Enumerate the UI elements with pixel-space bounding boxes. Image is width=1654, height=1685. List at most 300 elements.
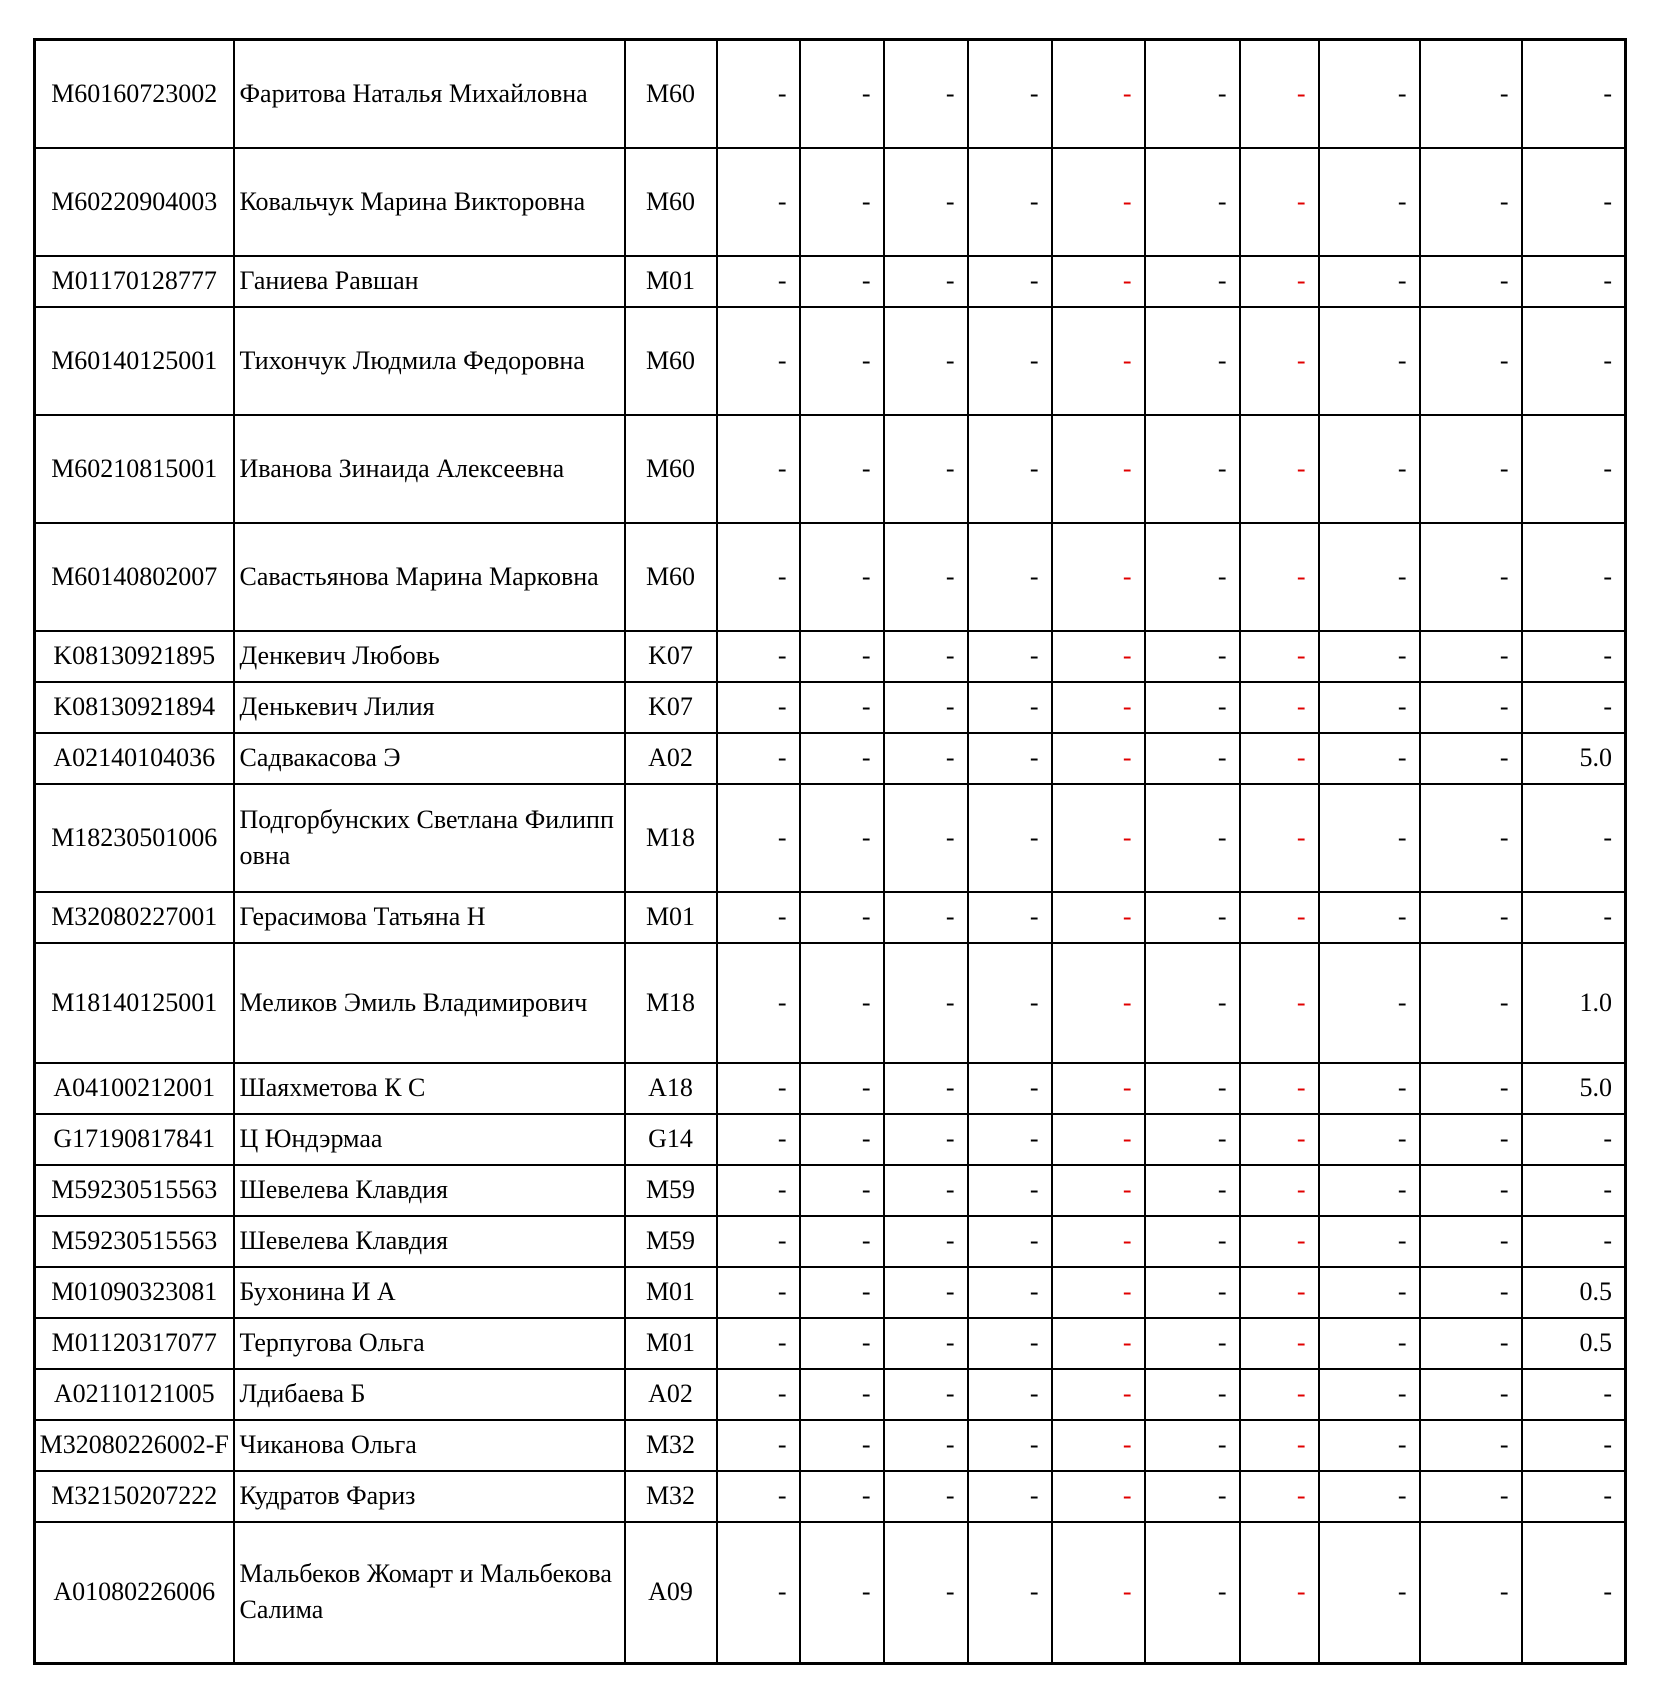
value-cell: - <box>1420 1420 1522 1471</box>
row-code: M60140802007 <box>35 523 234 631</box>
value-cell: - <box>1522 1471 1626 1522</box>
row-name: Герасимова Татьяна Н <box>234 892 625 943</box>
table-body <box>35 40 1626 1664</box>
value-cell: - <box>1145 892 1240 943</box>
value-cell: - <box>1319 523 1420 631</box>
row-code: M59230515563 <box>35 1165 234 1216</box>
value-cell: - <box>884 1318 968 1369</box>
value-cell: - <box>1420 1369 1522 1420</box>
value-cell: - <box>968 307 1052 415</box>
value-cell: - <box>1145 784 1240 892</box>
value-cell: - <box>800 1318 884 1369</box>
row-name: Шевелева Клавдия <box>234 1216 625 1267</box>
value-cell: - <box>1240 256 1319 307</box>
value-cell: - <box>968 1420 1052 1471</box>
value-cell: - <box>1420 943 1522 1063</box>
value-cell: - <box>800 892 884 943</box>
value-cell: - <box>1522 682 1626 733</box>
value-cell: - <box>1319 733 1420 784</box>
value-cell: - <box>717 1420 800 1471</box>
value-cell: - <box>968 523 1052 631</box>
row-code: M01120317077 <box>35 1318 234 1369</box>
value-cell: - <box>1420 784 1522 892</box>
row-code: M32150207222 <box>35 1471 234 1522</box>
value-cell: 5.0 <box>1522 733 1626 784</box>
row-code: M32080226002-F <box>35 1420 234 1471</box>
value-cell: - <box>717 1522 800 1664</box>
value-cell: - <box>1420 307 1522 415</box>
value-cell: - <box>1319 1114 1420 1165</box>
row-name: Кудратов Фариз <box>234 1471 625 1522</box>
value-cell: - <box>1522 1369 1626 1420</box>
table-row <box>35 892 1626 943</box>
value-cell: - <box>800 784 884 892</box>
value-cell: - <box>968 40 1052 148</box>
row-name: Ганиева Равшан <box>234 256 625 307</box>
value-cell: - <box>1240 1267 1319 1318</box>
value-cell: - <box>1145 682 1240 733</box>
table-row <box>35 631 1626 682</box>
value-cell: - <box>1319 415 1420 523</box>
value-cell: - <box>1145 1165 1240 1216</box>
value-cell: - <box>717 1471 800 1522</box>
value-cell: - <box>884 733 968 784</box>
row-name: Садвакасова Э <box>234 733 625 784</box>
value-cell: - <box>1420 1165 1522 1216</box>
value-cell: - <box>1240 784 1319 892</box>
table-row <box>35 415 1626 523</box>
table-row <box>35 1471 1626 1522</box>
value-cell: - <box>717 631 800 682</box>
value-cell: - <box>1145 1267 1240 1318</box>
value-cell: - <box>1319 1165 1420 1216</box>
value-cell: - <box>800 148 884 256</box>
value-cell: - <box>1145 148 1240 256</box>
table-row <box>35 40 1626 148</box>
value-cell: - <box>1420 148 1522 256</box>
table-row <box>35 943 1626 1063</box>
value-cell: - <box>1052 1471 1145 1522</box>
value-cell: - <box>884 148 968 256</box>
value-cell: - <box>1420 682 1522 733</box>
value-cell: - <box>1145 1420 1240 1471</box>
value-cell: - <box>1522 1522 1626 1664</box>
value-cell: - <box>800 1216 884 1267</box>
row-group: M60 <box>625 307 717 415</box>
value-cell: - <box>800 1165 884 1216</box>
value-cell: - <box>717 943 800 1063</box>
value-cell: - <box>1240 415 1319 523</box>
table-row <box>35 523 1626 631</box>
value-cell: - <box>1319 631 1420 682</box>
value-cell: - <box>1052 415 1145 523</box>
value-cell: - <box>800 523 884 631</box>
row-code: A02140104036 <box>35 733 234 784</box>
value-cell: - <box>717 733 800 784</box>
value-cell: - <box>1522 40 1626 148</box>
table-row <box>35 1522 1626 1664</box>
row-name: Мальбеков Жомарт и Мальбекова Салима <box>234 1522 625 1664</box>
table-row <box>35 1369 1626 1420</box>
value-cell: - <box>800 307 884 415</box>
value-cell: - <box>1240 1420 1319 1471</box>
table-row <box>35 1267 1626 1318</box>
table-row <box>35 733 1626 784</box>
value-cell: - <box>1052 1420 1145 1471</box>
value-cell: - <box>968 1369 1052 1420</box>
value-cell: - <box>968 1471 1052 1522</box>
value-cell: - <box>1522 784 1626 892</box>
value-cell: - <box>1240 943 1319 1063</box>
value-cell: - <box>1420 733 1522 784</box>
table-row <box>35 307 1626 415</box>
row-group: M01 <box>625 1267 717 1318</box>
value-cell: - <box>1240 1318 1319 1369</box>
table-row <box>35 784 1626 892</box>
value-cell: - <box>884 631 968 682</box>
value-cell: - <box>800 943 884 1063</box>
value-cell: - <box>884 1369 968 1420</box>
value-cell: - <box>1145 1114 1240 1165</box>
table-row <box>35 1318 1626 1369</box>
value-cell: - <box>968 631 1052 682</box>
value-cell: - <box>1522 256 1626 307</box>
row-group: M59 <box>625 1216 717 1267</box>
value-cell: - <box>1240 148 1319 256</box>
value-cell: - <box>800 1522 884 1664</box>
row-group: M18 <box>625 784 717 892</box>
row-name: Денькевич Лилия <box>234 682 625 733</box>
value-cell: - <box>800 733 884 784</box>
row-group: M18 <box>625 943 717 1063</box>
row-group: M60 <box>625 148 717 256</box>
row-name: Меликов Эмиль Владимирович <box>234 943 625 1063</box>
value-cell: 1.0 <box>1522 943 1626 1063</box>
value-cell: - <box>717 523 800 631</box>
value-cell: - <box>968 943 1052 1063</box>
value-cell: - <box>1052 784 1145 892</box>
value-cell: - <box>800 1063 884 1114</box>
value-cell: - <box>1052 1522 1145 1664</box>
value-cell: - <box>717 1267 800 1318</box>
value-cell: - <box>968 892 1052 943</box>
value-cell: - <box>884 784 968 892</box>
value-cell: - <box>1319 1318 1420 1369</box>
row-group: M32 <box>625 1420 717 1471</box>
value-cell: - <box>968 682 1052 733</box>
value-cell: - <box>1420 415 1522 523</box>
value-cell: - <box>1052 1267 1145 1318</box>
value-cell: - <box>1145 943 1240 1063</box>
row-code: M01090323081 <box>35 1267 234 1318</box>
row-name: Чиканова Ольга <box>234 1420 625 1471</box>
value-cell: - <box>1240 40 1319 148</box>
table-row <box>35 1114 1626 1165</box>
row-group: M60 <box>625 415 717 523</box>
value-cell: - <box>800 1420 884 1471</box>
value-cell: - <box>1319 682 1420 733</box>
value-cell: - <box>1052 1063 1145 1114</box>
value-cell: - <box>1052 1216 1145 1267</box>
value-cell: - <box>717 40 800 148</box>
value-cell: - <box>884 415 968 523</box>
row-group: M01 <box>625 256 717 307</box>
value-cell: - <box>1145 1216 1240 1267</box>
value-cell: - <box>968 415 1052 523</box>
row-group: M32 <box>625 1471 717 1522</box>
value-cell: - <box>1420 631 1522 682</box>
value-cell: - <box>1240 1369 1319 1420</box>
value-cell: - <box>717 1114 800 1165</box>
row-name: Терпугова Ольга <box>234 1318 625 1369</box>
value-cell: - <box>1420 1471 1522 1522</box>
value-cell: - <box>1240 1522 1319 1664</box>
row-group: A18 <box>625 1063 717 1114</box>
value-cell: - <box>800 1114 884 1165</box>
value-cell: - <box>1319 943 1420 1063</box>
value-cell: - <box>1420 1063 1522 1114</box>
value-cell: - <box>1420 1522 1522 1664</box>
value-cell: - <box>884 1267 968 1318</box>
value-cell: 0.5 <box>1522 1267 1626 1318</box>
row-name: Ц Юндэрмаа <box>234 1114 625 1165</box>
value-cell: - <box>1319 784 1420 892</box>
value-cell: - <box>800 1369 884 1420</box>
value-cell: - <box>1052 1114 1145 1165</box>
value-cell: - <box>1052 256 1145 307</box>
row-name: Денкевич Любовь <box>234 631 625 682</box>
value-cell: - <box>1240 1063 1319 1114</box>
row-group: M59 <box>625 1165 717 1216</box>
row-name: Шевелева Клавдия <box>234 1165 625 1216</box>
value-cell: - <box>1145 1063 1240 1114</box>
value-cell: - <box>884 307 968 415</box>
value-cell: - <box>1522 1114 1626 1165</box>
value-cell: - <box>1145 256 1240 307</box>
value-cell: - <box>884 1420 968 1471</box>
value-cell: - <box>884 1471 968 1522</box>
value-cell: - <box>1052 523 1145 631</box>
row-name: Савастьянова Марина Марковна <box>234 523 625 631</box>
value-cell: - <box>717 256 800 307</box>
row-code: G17190817841 <box>35 1114 234 1165</box>
value-cell: - <box>1420 1318 1522 1369</box>
row-group: A09 <box>625 1522 717 1664</box>
value-cell: - <box>1319 256 1420 307</box>
value-cell: - <box>1145 523 1240 631</box>
row-code: A02110121005 <box>35 1369 234 1420</box>
value-cell: - <box>968 1522 1052 1664</box>
row-code: M60210815001 <box>35 415 234 523</box>
value-cell: - <box>1420 256 1522 307</box>
value-cell: - <box>884 523 968 631</box>
value-cell: - <box>1240 1216 1319 1267</box>
row-code: M60140125001 <box>35 307 234 415</box>
row-name: Бухонина И А <box>234 1267 625 1318</box>
value-cell: - <box>1145 631 1240 682</box>
value-cell: - <box>884 943 968 1063</box>
value-cell: - <box>1319 1522 1420 1664</box>
value-cell: - <box>1522 1165 1626 1216</box>
value-cell: - <box>1240 307 1319 415</box>
value-cell: - <box>1319 307 1420 415</box>
value-cell: 0.5 <box>1522 1318 1626 1369</box>
value-cell: - <box>1319 1471 1420 1522</box>
value-cell: - <box>1052 733 1145 784</box>
value-cell: - <box>1052 892 1145 943</box>
row-code: M60220904003 <box>35 148 234 256</box>
value-cell: - <box>1240 631 1319 682</box>
value-cell: - <box>968 784 1052 892</box>
value-cell: - <box>1420 523 1522 631</box>
value-cell: - <box>968 148 1052 256</box>
value-cell: - <box>884 1114 968 1165</box>
row-name: Тихончук Людмила Федоровна <box>234 307 625 415</box>
value-cell: - <box>1522 1216 1626 1267</box>
row-name: Фаритова Наталья Михайловна <box>234 40 625 148</box>
row-name: Подгорбунских Светлана Филипповна <box>234 784 625 892</box>
value-cell: - <box>800 1267 884 1318</box>
row-code: M59230515563 <box>35 1216 234 1267</box>
value-cell: - <box>1145 1522 1240 1664</box>
row-code: M60160723002 <box>35 40 234 148</box>
value-cell: - <box>1522 415 1626 523</box>
value-cell: - <box>884 1522 968 1664</box>
value-cell: - <box>1145 1318 1240 1369</box>
value-cell: - <box>717 1063 800 1114</box>
value-cell: - <box>717 1318 800 1369</box>
value-cell: - <box>1052 943 1145 1063</box>
row-name: Иванова Зинаида Алексеевна <box>234 415 625 523</box>
value-cell: - <box>717 307 800 415</box>
value-cell: - <box>1319 892 1420 943</box>
row-group: A02 <box>625 733 717 784</box>
value-cell: - <box>1240 1165 1319 1216</box>
row-group: M01 <box>625 892 717 943</box>
value-cell: - <box>717 148 800 256</box>
row-name: Шаяхметова К С <box>234 1063 625 1114</box>
value-cell: - <box>1052 682 1145 733</box>
row-code: K08130921895 <box>35 631 234 682</box>
value-cell: - <box>1319 1420 1420 1471</box>
table-row <box>35 148 1626 256</box>
value-cell: - <box>717 1165 800 1216</box>
value-cell: - <box>884 256 968 307</box>
value-cell: - <box>968 1063 1052 1114</box>
value-cell: - <box>1052 1318 1145 1369</box>
value-cell: - <box>1319 1216 1420 1267</box>
value-cell: - <box>884 1063 968 1114</box>
value-cell: - <box>1319 1063 1420 1114</box>
table-row <box>35 1420 1626 1471</box>
table-row <box>35 1216 1626 1267</box>
value-cell: - <box>717 892 800 943</box>
value-cell: - <box>1420 892 1522 943</box>
row-code: K08130921894 <box>35 682 234 733</box>
row-name: Ковальчук Марина Викторовна <box>234 148 625 256</box>
value-cell: - <box>1145 1471 1240 1522</box>
value-cell: - <box>800 40 884 148</box>
value-cell: - <box>1240 682 1319 733</box>
value-cell: - <box>1420 1216 1522 1267</box>
value-cell: - <box>717 682 800 733</box>
value-cell: - <box>1052 148 1145 256</box>
row-group: K07 <box>625 631 717 682</box>
value-cell: - <box>1240 1114 1319 1165</box>
value-cell: - <box>1145 307 1240 415</box>
value-cell: - <box>968 256 1052 307</box>
value-cell: - <box>1240 892 1319 943</box>
value-cell: - <box>800 256 884 307</box>
value-cell: - <box>1240 1471 1319 1522</box>
value-cell: - <box>1052 1165 1145 1216</box>
value-cell: - <box>1420 1114 1522 1165</box>
row-code: M01170128777 <box>35 256 234 307</box>
value-cell: - <box>1522 1420 1626 1471</box>
value-cell: - <box>1052 40 1145 148</box>
value-cell: - <box>1319 1267 1420 1318</box>
value-cell: - <box>884 40 968 148</box>
value-cell: 5.0 <box>1522 1063 1626 1114</box>
value-cell: - <box>1522 523 1626 631</box>
table-row <box>35 256 1626 307</box>
value-cell: - <box>1319 1369 1420 1420</box>
value-cell: - <box>1052 1369 1145 1420</box>
value-cell: - <box>1052 631 1145 682</box>
value-cell: - <box>884 1216 968 1267</box>
value-cell: - <box>1420 40 1522 148</box>
value-cell: - <box>1522 307 1626 415</box>
row-code: M18140125001 <box>35 943 234 1063</box>
table-row <box>35 1165 1626 1216</box>
value-cell: - <box>1522 892 1626 943</box>
table-row <box>35 1063 1626 1114</box>
row-group: A02 <box>625 1369 717 1420</box>
value-cell: - <box>968 733 1052 784</box>
value-cell: - <box>968 1165 1052 1216</box>
value-cell: - <box>884 892 968 943</box>
row-name: Лдибаева Б <box>234 1369 625 1420</box>
row-group: M60 <box>625 40 717 148</box>
value-cell: - <box>968 1318 1052 1369</box>
value-cell: - <box>1145 733 1240 784</box>
value-cell: - <box>1240 523 1319 631</box>
value-cell: - <box>968 1216 1052 1267</box>
value-cell: - <box>717 1369 800 1420</box>
value-cell: - <box>717 784 800 892</box>
value-cell: - <box>800 415 884 523</box>
value-cell: - <box>1522 631 1626 682</box>
value-cell: - <box>1145 415 1240 523</box>
value-cell: - <box>717 415 800 523</box>
value-cell: - <box>968 1114 1052 1165</box>
row-code: M18230501006 <box>35 784 234 892</box>
value-cell: - <box>884 1165 968 1216</box>
data-table <box>33 38 1627 1665</box>
value-cell: - <box>1420 1267 1522 1318</box>
value-cell: - <box>1145 40 1240 148</box>
value-cell: - <box>884 682 968 733</box>
value-cell: - <box>717 1216 800 1267</box>
value-cell: - <box>800 631 884 682</box>
value-cell: - <box>1145 1369 1240 1420</box>
row-code: A01080226006 <box>35 1522 234 1664</box>
row-code: A04100212001 <box>35 1063 234 1114</box>
value-cell: - <box>1319 40 1420 148</box>
row-group: M01 <box>625 1318 717 1369</box>
value-cell: - <box>1522 148 1626 256</box>
table-row <box>35 682 1626 733</box>
